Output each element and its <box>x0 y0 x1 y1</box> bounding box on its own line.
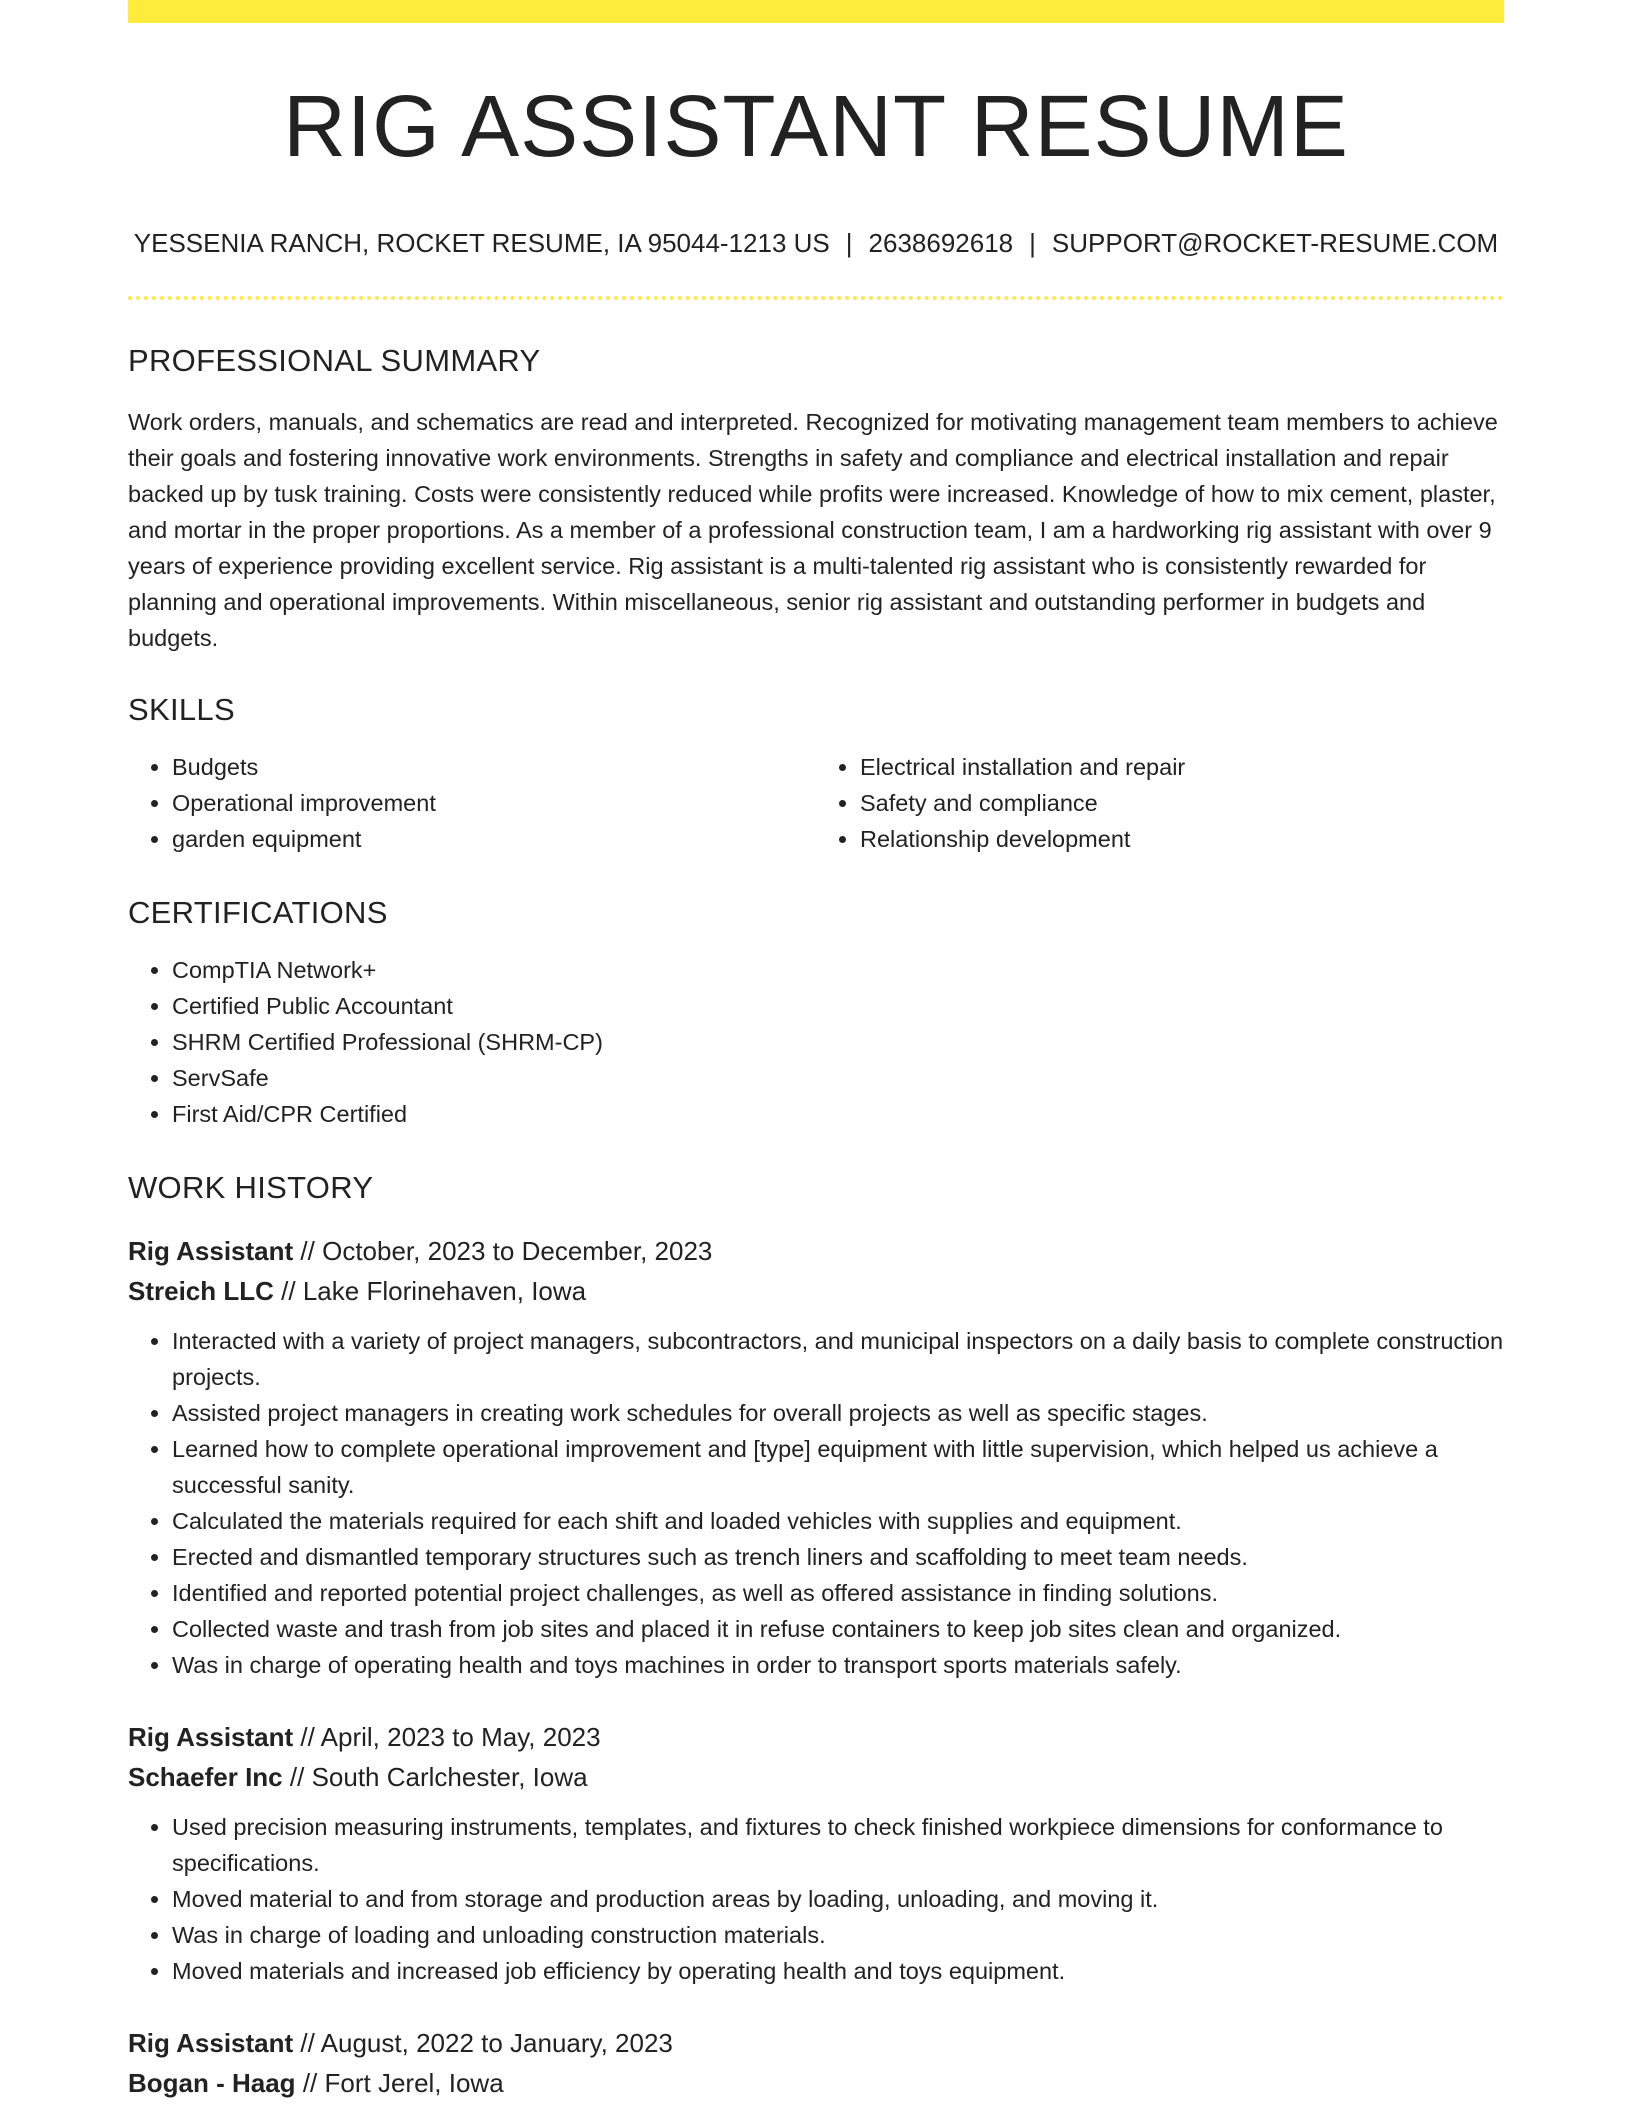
job-bullet: • Assisted project managers in creating work schedules for overall projects as well as specific stages. <box>172 1395 1504 1431</box>
job-company: Schaefer Inc <box>128 1762 283 1792</box>
certification-item: • First Aid/CPR Certified <box>172 1096 1504 1132</box>
resume-title: RIG ASSISTANT RESUME <box>283 78 1349 175</box>
accent-top-bar <box>128 0 1504 23</box>
skills-heading: SKILLS <box>128 692 235 727</box>
certification-item: • SHRM Certified Professional (SHRM-CP) <box>172 1024 1504 1060</box>
job-dates: August, 2022 to January, 2023 <box>320 2028 673 2058</box>
summary-heading: PROFESSIONAL SUMMARY <box>128 343 541 378</box>
job-location: Lake Florinehaven, Iowa <box>302 1276 587 1306</box>
job-entry <box>128 2023 1504 2103</box>
dotted-divider <box>128 296 1504 300</box>
contact-separator: | <box>845 228 853 258</box>
job-bullets <box>128 1323 1504 1683</box>
contact-phone: 2638692618 <box>868 228 1014 258</box>
job-separator: // <box>300 1236 315 1266</box>
job-dates: October, 2023 to December, 2023 <box>322 1236 713 1266</box>
job-separator: // <box>300 1722 315 1752</box>
job-dates: April, 2023 to May, 2023 <box>320 1722 601 1752</box>
job-title-line <box>128 1717 1504 1757</box>
certifications-list <box>128 952 1504 1132</box>
job-bullet: • Interacted with a variety of project managers, subcontractors, and municipal inspectors on a daily basis to complete construction projects. <box>172 1323 1504 1395</box>
skills-column-right <box>816 749 1504 857</box>
job-bullet: • Calculated the materials required for each shift and loaded vehicles with supplies and equipment. <box>172 1503 1504 1539</box>
job-bullet: • Was in charge of operating health and toys machines in order to transport sports materials safely. <box>172 1647 1504 1683</box>
skill-item: • Electrical installation and repair <box>860 749 1504 785</box>
job-company-line <box>128 2063 1504 2103</box>
skill-item: • Safety and compliance <box>860 785 1504 821</box>
job-separator: // <box>300 2028 315 2058</box>
job-title: Rig Assistant <box>128 1236 294 1266</box>
job-company: Streich LLC <box>128 1276 274 1306</box>
job-bullets <box>128 1809 1504 1989</box>
job-bullet: • Erected and dismantled temporary structures such as trench liners and scaffolding to meet team needs. <box>172 1539 1504 1575</box>
skill-item: • Relationship development <box>860 821 1504 857</box>
resume-page <box>128 0 1504 2103</box>
job-bullet: • Learned how to complete operational improvement and [type] equipment with little supervision, which helped us achieve a successful sanity. <box>172 1431 1504 1503</box>
job-separator: // <box>289 1762 305 1792</box>
job-location: South Carlchester, Iowa <box>311 1762 588 1792</box>
contact-line <box>128 230 1504 256</box>
certification-item: • CompTIA Network+ <box>172 952 1504 988</box>
job-bullet: • Identified and reported potential project challenges, as well as offered assistance in finding solutions. <box>172 1575 1504 1611</box>
skill-item: • garden equipment <box>172 821 816 857</box>
job-entry <box>128 1231 1504 1683</box>
job-title: Rig Assistant <box>128 2028 294 2058</box>
job-title: Rig Assistant <box>128 1722 294 1752</box>
job-separator: // <box>281 1276 296 1306</box>
contact-separator: | <box>1029 228 1036 258</box>
job-bullet: • Moved material to and from storage and production areas by loading, unloading, and moving it. <box>172 1881 1504 1917</box>
job-entry <box>128 1717 1504 1989</box>
job-title-line <box>128 2023 1504 2063</box>
job-bullet: • Used precision measuring instruments, templates, and fixtures to check finished workpiece dimensions for conformance to specifications. <box>172 1809 1504 1881</box>
certification-item: • Certified Public Accountant <box>172 988 1504 1024</box>
summary-text: Work orders, manuals, and schematics are read and interpreted. Recognized for motivating management team members to achieve their goals and fostering innovative work environments. Strengths in safety and compliance and electrical installation and repair backed up by tusk training. Costs were consistently reduced while profits were increased. Knowledge of how to mix cement, plaster, and mortar in the proper proportions. As a member of a professional construction team, I am a hardworking rig assistant with over 9 years of experience providing excellent service. Rig assistant is a multi-talented rig assistant who is consistently rewarded for planning and operational improvements. Within miscellaneous, senior rig assistant and outstanding performer in budgets and budgets. <box>128 409 1498 651</box>
skill-item: • Operational improvement <box>172 785 816 821</box>
certifications-heading: CERTIFICATIONS <box>128 895 388 930</box>
certification-item: • ServSafe <box>172 1060 1504 1096</box>
job-location: Fort Jerel, Iowa <box>324 2068 504 2098</box>
job-title-line <box>128 1231 1504 1271</box>
skill-item: • Budgets <box>172 749 816 785</box>
contact-address: YESSENIA RANCH, ROCKET RESUME, IA 95044-1213 US <box>133 228 830 258</box>
job-company-line <box>128 1757 1504 1797</box>
job-bullet: • Collected waste and trash from job sites and placed it in refuse containers to keep job sites clean and organized. <box>172 1611 1504 1647</box>
job-company-line <box>128 1271 1504 1311</box>
job-bullet: • Moved materials and increased job efficiency by operating health and toys equipment. <box>172 1953 1504 1989</box>
skills-column-left <box>128 749 816 857</box>
skills-list <box>128 749 1504 857</box>
contact-email: SUPPORT@ROCKET-RESUME.COM <box>1051 228 1499 258</box>
job-company: Bogan - Haag <box>128 2068 296 2098</box>
job-separator: // <box>302 2068 318 2098</box>
work-history-heading: WORK HISTORY <box>128 1170 374 1205</box>
job-bullet: • Was in charge of loading and unloading construction materials. <box>172 1917 1504 1953</box>
